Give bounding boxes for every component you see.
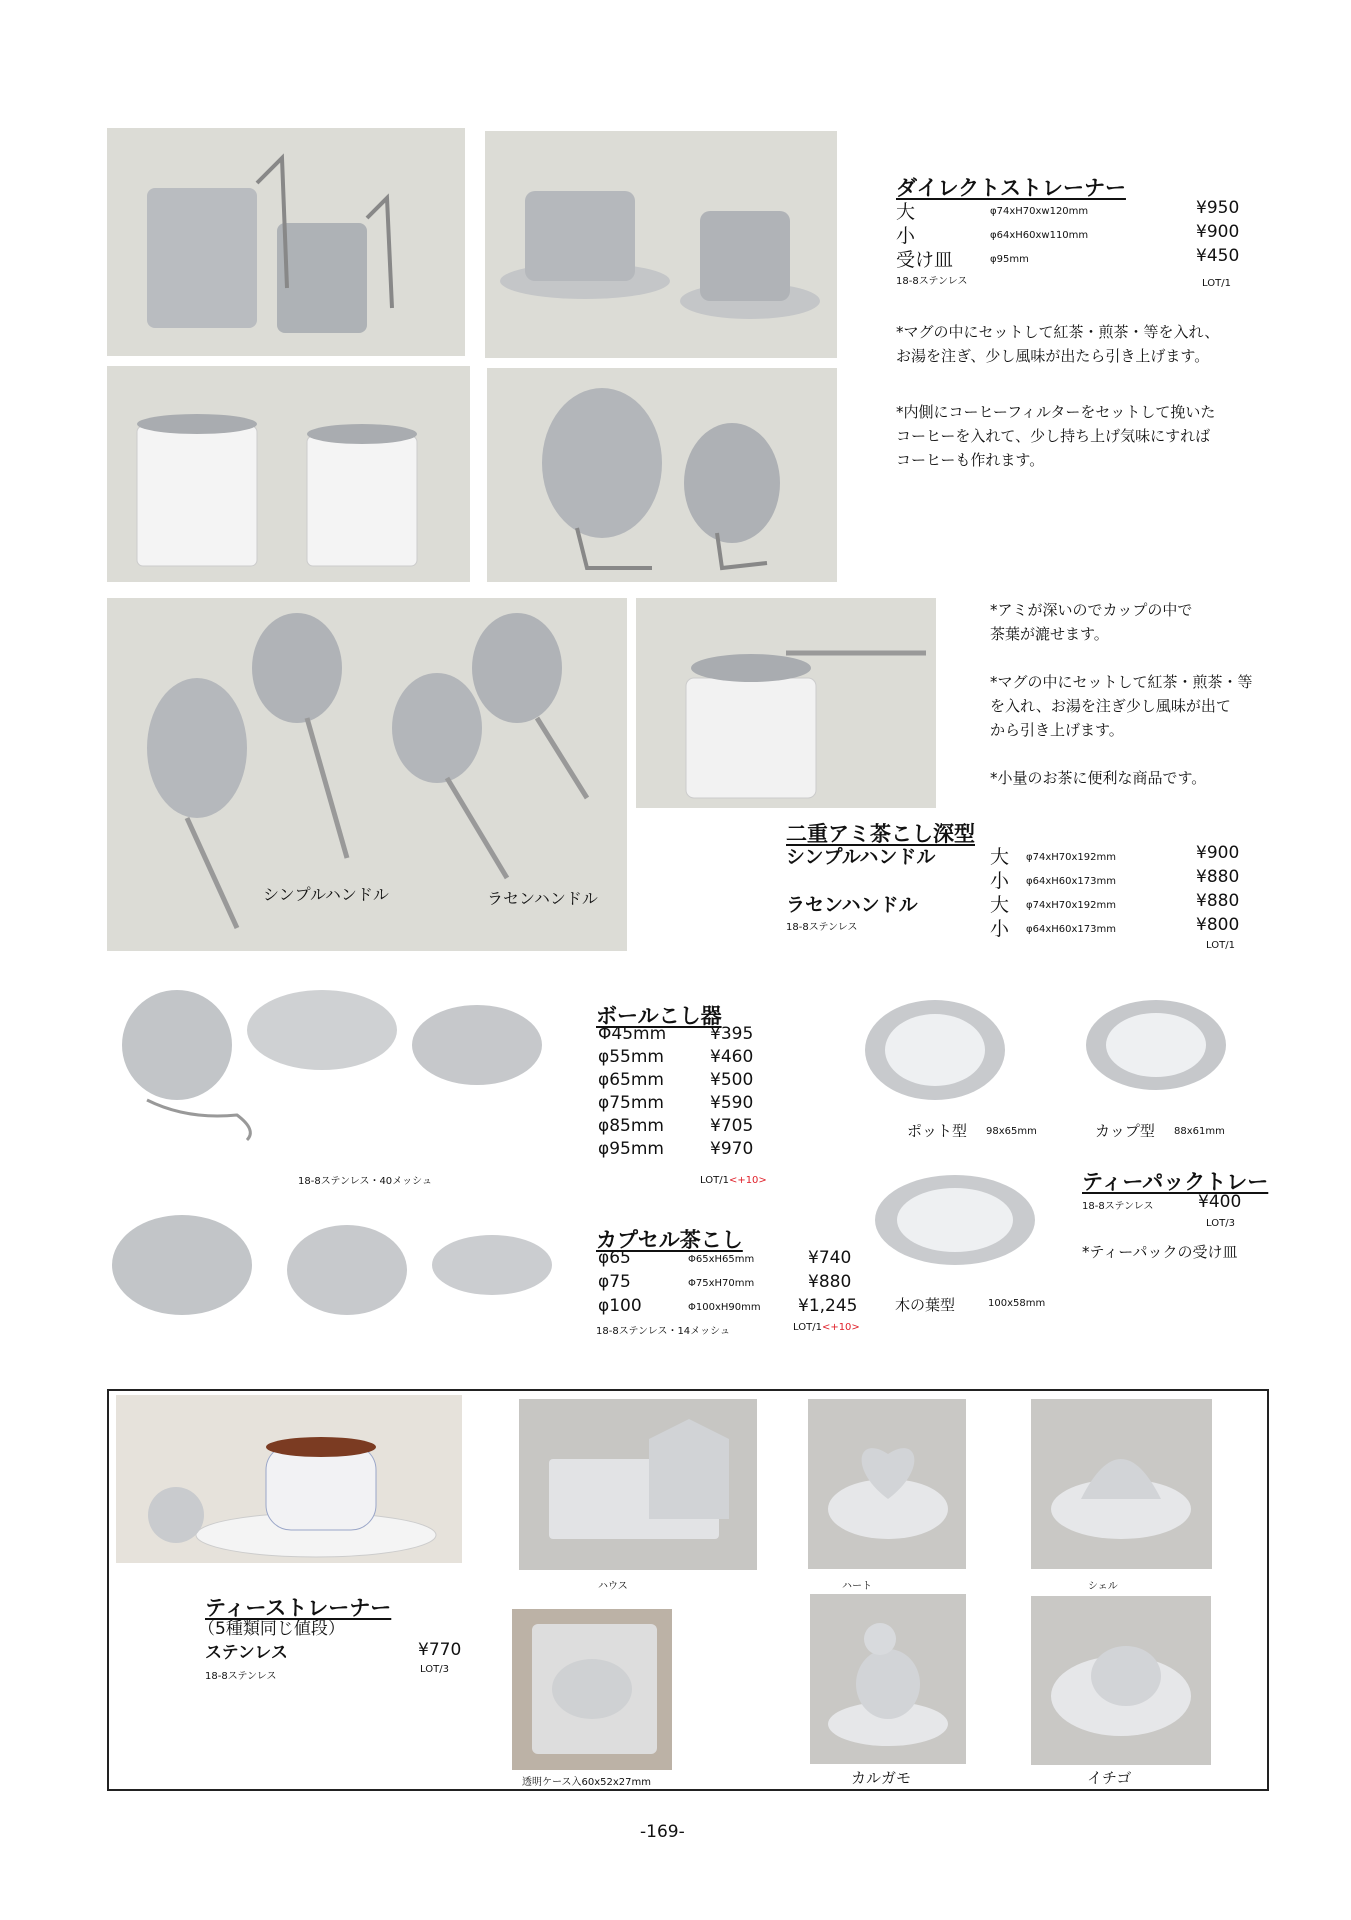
leaf-tray-label: 木の葉型	[895, 1296, 956, 1314]
ball-size: φ95mm	[598, 1139, 664, 1159]
capsule-lot-text: LOT/1	[793, 1322, 822, 1333]
ball-price: ¥395	[710, 1024, 754, 1044]
strawberry-label: イチゴ	[1087, 1769, 1132, 1787]
tea-strainer-name: ステンレス	[205, 1643, 288, 1663]
note-line: コーヒーを入れて、少し持ち上げ気味にすれば	[896, 427, 1211, 445]
ball-size: φ85mm	[598, 1116, 664, 1136]
cup-tray-dim: 88x61mm	[1174, 1126, 1225, 1137]
double-mesh-photo-mug	[636, 598, 936, 808]
tea-strainer-subtitle: （5種類同じ値段）	[198, 1619, 345, 1639]
note-line: お湯を注ぎ、少し風味が出たら引き上げます。	[896, 347, 1210, 365]
teabag-material: 18-8ステンレス	[1082, 1201, 1154, 1212]
direct-row-small-price: ¥900	[1196, 222, 1240, 242]
double-row-1-price: ¥900	[1196, 843, 1240, 863]
direct-material: 18-8ステンレス	[896, 276, 968, 287]
ball-strainer-photo	[107, 980, 547, 1155]
direct-row-small-dim: φ64xH60xw110mm	[990, 230, 1089, 241]
note-line	[896, 368, 1219, 400]
note-line: *小量のお茶に便利な商品です。	[990, 769, 1207, 787]
direct-row-saucer-price: ¥450	[1196, 246, 1240, 266]
capsule-price: ¥1,245	[798, 1296, 858, 1316]
double-row-4-size: 小	[990, 918, 1010, 940]
note-line: *アミが深いのでカップの中で	[990, 601, 1193, 619]
tea-strainer-title: ティーストレーナー	[205, 1596, 392, 1620]
ball-size: Φ45mm	[598, 1024, 667, 1044]
note-line: *マグの中にセットして紅茶・煎茶・等	[990, 673, 1253, 691]
double-row-3-dim: φ74xH70x192mm	[1026, 900, 1116, 911]
direct-row-saucer-label: 受け皿	[896, 249, 954, 271]
direct-row-large-label: 大	[896, 201, 916, 223]
double-lot: LOT/1	[1206, 940, 1235, 951]
ball-material: 18-8ステンレス・40メッシュ	[298, 1176, 432, 1187]
capsule-dim: Φ100xH90mm	[688, 1302, 761, 1313]
ball-price: ¥460	[710, 1047, 754, 1067]
direct-row-large-dim: φ74xH70xw120mm	[990, 206, 1089, 217]
direct-strainer-photo-1	[107, 128, 465, 356]
clear-case-photo	[512, 1609, 672, 1770]
tea-strainer-price: ¥770	[418, 1640, 462, 1660]
house-label: ハウス	[598, 1581, 628, 1592]
double-simple-handle: シンプルハンドル	[786, 846, 936, 868]
double-notes	[990, 598, 1253, 790]
tea-strainer-lot: LOT/3	[420, 1664, 449, 1675]
direct-strainer-title: ダイレクトストレーナー	[896, 176, 1126, 200]
pot-tray-label: ポット型	[907, 1122, 968, 1140]
direct-strainer-photo-4	[487, 368, 837, 582]
capsule-title: カプセル茶こし	[596, 1228, 743, 1252]
double-mesh-title: 二重アミ茶こし深型	[786, 822, 975, 846]
direct-notes	[896, 320, 1219, 472]
note-line	[990, 742, 1253, 766]
house-strainer-photo	[519, 1399, 757, 1570]
note-line: *内側にコーヒーフィルターをセットして挽いた	[896, 403, 1216, 421]
ball-price: ¥500	[710, 1070, 754, 1090]
photo-label-simple-handle: シンプルハンドル	[263, 885, 389, 904]
strawberry-strainer-photo	[1031, 1596, 1211, 1765]
double-row-1-size: 大	[990, 846, 1010, 868]
direct-row-saucer-dim: φ95mm	[990, 254, 1029, 265]
capsule-size: φ75	[598, 1272, 631, 1292]
teabag-lot: LOT/3	[1206, 1218, 1235, 1229]
ball-lot	[700, 1175, 767, 1186]
leaf-tray-dim: 100x58mm	[988, 1298, 1046, 1309]
ball-lot-extra: <+10>	[728, 1175, 767, 1186]
capsule-size: φ100	[598, 1296, 642, 1316]
double-row-3-size: 大	[990, 894, 1010, 916]
duck-strainer-photo	[810, 1594, 966, 1764]
double-row-3-price: ¥880	[1196, 891, 1240, 911]
teabag-tray-title: ティーパックトレー	[1082, 1170, 1269, 1194]
ball-size: φ65mm	[598, 1070, 664, 1090]
double-row-2-dim: φ64xH60x173mm	[1026, 876, 1116, 887]
clear-case-label: 透明ケース入60x52x27mm	[522, 1777, 651, 1788]
direct-lot: LOT/1	[1202, 278, 1231, 289]
double-row-4-price: ¥800	[1196, 915, 1240, 935]
heart-strainer-photo	[808, 1399, 966, 1569]
capsule-table	[598, 1248, 868, 1320]
note-line: を入れ、お湯を注ぎ少し風味が出て	[990, 697, 1231, 715]
direct-strainer-photo-3	[107, 366, 470, 582]
double-mesh-photo-handles	[107, 598, 627, 951]
double-row-2-size: 小	[990, 870, 1010, 892]
double-rasen-handle: ラセンハンドル	[786, 894, 918, 916]
capsule-price: ¥740	[808, 1248, 852, 1268]
capsule-material: 18-8ステンレス・14メッシュ	[596, 1326, 730, 1337]
tea-cup-photo	[116, 1395, 462, 1563]
photo-label-rasen-handle: ラセンハンドル	[487, 889, 598, 908]
ball-size: φ75mm	[598, 1093, 664, 1113]
direct-strainer-photo-2	[485, 131, 837, 358]
direct-row-large-price: ¥950	[1196, 198, 1240, 218]
capsule-dim: Φ65xH65mm	[688, 1254, 755, 1265]
capsule-lot-extra: <+10>	[821, 1322, 860, 1333]
teabag-note: *ティーパックの受け皿	[1082, 1243, 1238, 1261]
ball-price: ¥590	[710, 1093, 754, 1113]
capsule-dim: Φ75xH70mm	[688, 1278, 755, 1289]
note-line: *マグの中にセットして紅茶・煎茶・等を入れ、	[896, 323, 1220, 341]
capsule-size: φ65	[598, 1248, 631, 1268]
note-line: 茶葉が漉せます。	[990, 625, 1109, 643]
direct-row-small-label: 小	[896, 225, 916, 247]
cup-tray-label: カップ型	[1095, 1122, 1155, 1140]
capsule-photo	[107, 1205, 557, 1380]
double-material: 18-8ステンレス	[786, 922, 858, 933]
cup-tray-photo	[1066, 985, 1251, 1105]
ball-lot-text: LOT/1	[700, 1175, 729, 1186]
tea-strainer-material: 18-8ステンレス	[205, 1671, 277, 1682]
ball-strainer-table	[598, 1024, 778, 1162]
leaf-tray-photo	[860, 1160, 1060, 1280]
shell-label: シェル	[1088, 1581, 1118, 1592]
capsule-price: ¥880	[808, 1272, 852, 1292]
pot-tray-dim: 98x65mm	[986, 1126, 1037, 1137]
page-number: -169-	[640, 1822, 685, 1842]
double-row-4-dim: φ64xH60x173mm	[1026, 924, 1116, 935]
ball-strainer-title: ボールこし器	[596, 1004, 722, 1028]
ball-size: φ55mm	[598, 1047, 664, 1067]
duck-label: カルガモ	[851, 1769, 912, 1787]
double-row-1-dim: φ74xH70x192mm	[1026, 852, 1116, 863]
note-line: コーヒーも作れます。	[896, 451, 1045, 469]
pot-tray-photo	[840, 985, 1025, 1115]
teabag-price: ¥400	[1198, 1192, 1242, 1212]
capsule-lot	[793, 1322, 860, 1333]
ball-price: ¥705	[710, 1116, 754, 1136]
note-line	[990, 646, 1253, 670]
note-line: から引き上げます。	[990, 721, 1124, 739]
ball-price: ¥970	[710, 1139, 754, 1159]
double-row-2-price: ¥880	[1196, 867, 1240, 887]
shell-strainer-photo	[1031, 1399, 1212, 1569]
heart-label: ハート	[842, 1581, 872, 1592]
